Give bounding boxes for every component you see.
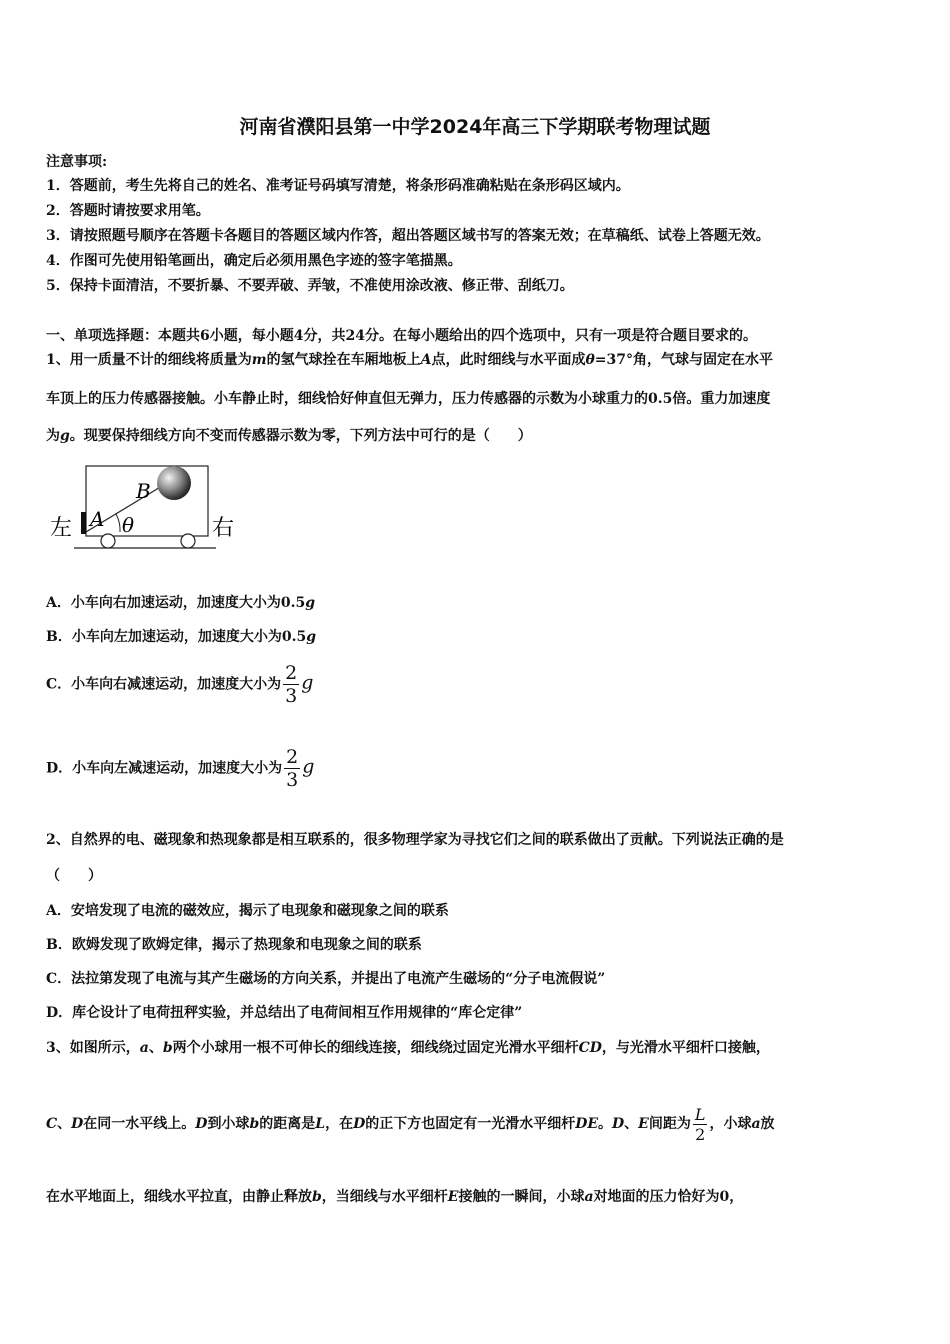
notice-heading: 注意事项:: [46, 154, 108, 170]
label-B: B: [136, 479, 151, 503]
q1-stem-line3: 为g。现要保持细线方向不变而传感器示数为零，下列方法中可行的是（ ）: [46, 428, 532, 444]
label-A: A: [90, 507, 105, 531]
section-heading: 一、单项选择题：本题共6小题，每小题4分，共24分。在每小题给出的四个选项中，只有一项是符合题目要求的。: [46, 328, 757, 344]
q2-option-b: B．欧姆发现了欧姆定律，揭示了热现象和电现象之间的联系: [46, 937, 422, 953]
q1-cart-figure: [46, 460, 246, 560]
wheel-right: [181, 534, 195, 548]
page-title: 河南省濮阳县第一中学2024年高三下学期联考物理试题: [239, 116, 711, 138]
q1-option-c: C．小车向右减速运动，加速度大小为 $\frac{2}{3}$ g: [46, 662, 314, 707]
q1-option-d: D．小车向左减速运动，加速度大小为 $\frac{2}{3}$ g: [46, 746, 315, 791]
notice-item: 3．请按照题号顺序在答题卡各题目的答题区域内作答，超出答题区域书写的答案无效；在草稿纸、试卷上答题无效。: [46, 228, 770, 244]
q1-stem-line2: 车顶上的压力传感器接触。小车静止时，细线恰好伸直但无弹力，压力传感器的示数为小球重力的0.5倍。重力加速度: [46, 391, 771, 407]
q3-stem-line1: 3、如图所示，a、b两个小球用一根不可伸长的细线连接，细线绕过固定光滑水平细杆CD，与光滑水平细杆口接触，: [46, 1040, 770, 1056]
label-right: 右: [212, 516, 235, 541]
q2-option-a: A．安培发现了电流的磁效应，揭示了电现象和磁现象之间的联系: [46, 903, 449, 919]
balloon-ball: [157, 466, 191, 500]
angle-arc: [116, 514, 120, 532]
wheel-left: [101, 534, 115, 548]
notice-item: 4．作图可先使用铅笔画出，确定后必须用黑色字迹的签字笔描黑。: [46, 253, 462, 269]
q3-stem-line2: C、D在同一水平线上。D到小球b的距离是L，在D的正下方也固定有一光滑水平细杆DE。D、E间距为 $\frac{L}{2}$ ，小球a放: [46, 1104, 775, 1144]
q1-option-a: A．小车向右加速运动，加速度大小为0.5g: [46, 595, 316, 611]
notice-item: 1．答题前，考生先将自己的姓名、准考证号码填写清楚，将条形码准确粘贴在条形码区域内。: [46, 178, 630, 194]
q1-stem-line1: 1、用一质量不计的细线将质量为m的氢气球拴在车厢地板上A点，此时细线与水平面成θ=37°角，气球与固定在水平: [46, 352, 774, 368]
notice-item: 2．答题时请按要求用笔。: [46, 203, 210, 219]
q1-option-b: B．小车向左加速运动，加速度大小为0.5g: [46, 629, 316, 645]
notice-item: 5．保持卡面清洁，不要折暴、不要弄破、弄皱，不准使用涂改液、修正带、刮纸刀。: [46, 278, 574, 294]
q2-option-c: C．法拉第发现了电流与其产生磁场的方向关系，并提出了电流产生磁场的“分子电流假说”: [46, 971, 606, 987]
q2-stem: 2、自然界的电、磁现象和热现象都是相互联系的，很多物理学家为寻找它们之间的联系做出了贡献。下列说法正确的是: [46, 832, 784, 848]
q2-option-d: D．库仑设计了电荷扭秤实验，并总结出了电荷间相互作用规律的“库仑定律”: [46, 1005, 523, 1021]
label-left: 左: [50, 516, 73, 541]
q3-stem-line3: 在水平地面上，细线水平拉直，由静止释放b，当细线与水平细杆E接触的一瞬间，小球a对地面的压力恰好为0，: [46, 1189, 744, 1205]
anchor-post: [81, 512, 86, 534]
label-theta: θ: [122, 513, 135, 537]
q2-blank: （ ）: [46, 868, 102, 884]
